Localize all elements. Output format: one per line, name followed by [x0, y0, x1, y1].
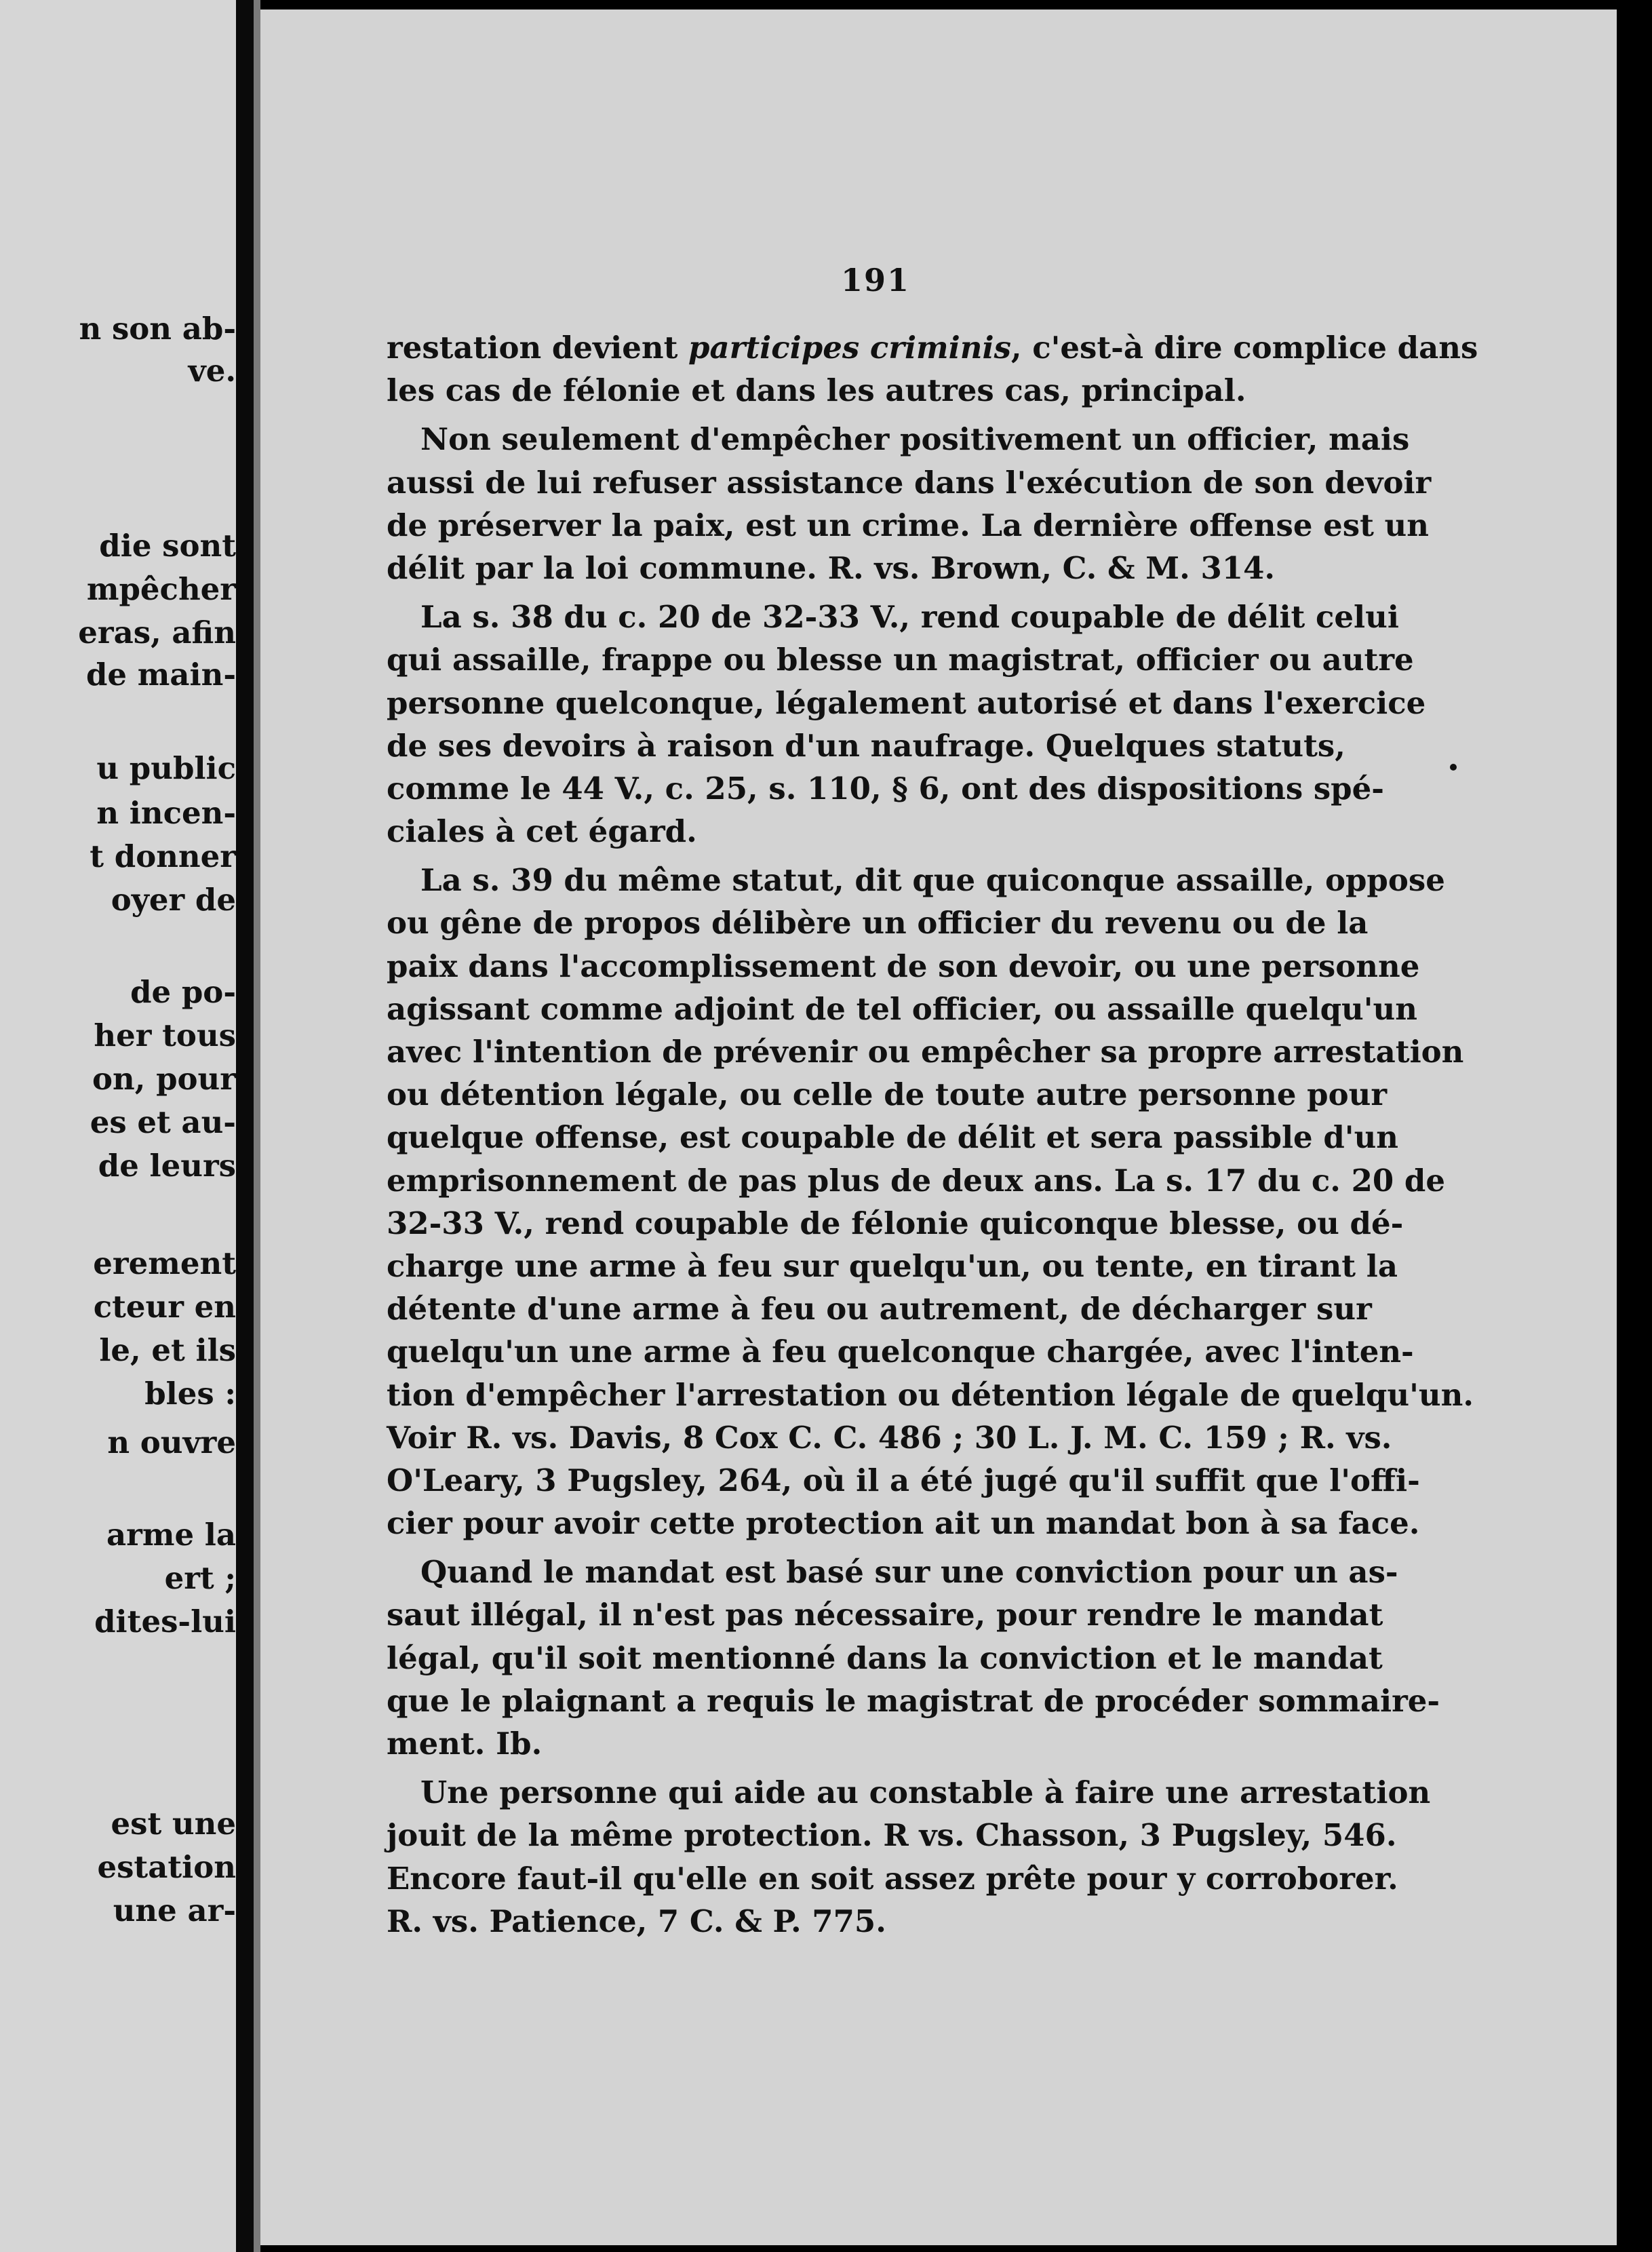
left-line: n son ab- — [79, 311, 236, 347]
text-line: restation devient participes criminis, c'est-à dire complice dans — [387, 330, 1478, 366]
text-line: Quand le mandat est basé sur une conviction pour un as- — [420, 1554, 1398, 1591]
left-line: de main- — [85, 657, 236, 693]
text-line: agissant comme adjoint de tel officier, ou assaille quelqu'un — [387, 990, 1417, 1027]
left-line: ert ; — [164, 1560, 236, 1596]
left-line: une ar- — [113, 1892, 236, 1928]
scan-border — [1617, 0, 1652, 2252]
page-number: 191 — [841, 262, 911, 298]
paragraph — [387, 596, 1426, 853]
text-line: charge une arme à feu sur quelqu'un, ou tente, en tirant la — [387, 1247, 1398, 1284]
paragraph — [387, 859, 1474, 1545]
left-line: t donner — [90, 838, 236, 874]
left-line: es et au- — [90, 1104, 236, 1140]
text-line: jouit de la même protection. R vs. Chasson, 3 Pugsley, 546. — [387, 1817, 1397, 1854]
text-line: Non seulement d'empêcher positivement un officier, mais — [420, 421, 1410, 458]
ink-speck — [1450, 764, 1457, 771]
paragraph — [387, 1771, 1431, 1943]
text-line: tion d'empêcher l'arrestation ou détention légale de quelqu'un. — [387, 1376, 1474, 1413]
left-line: eras, afin — [78, 615, 236, 651]
text-line: 32-33 V., rend coupable de félonie quiconque blesse, ou dé- — [387, 1205, 1404, 1241]
latin-phrase: participes criminis — [688, 330, 1011, 366]
left-line: estation — [97, 1849, 236, 1885]
paragraph — [387, 326, 1478, 412]
text-line: que le plaignant a requis le magistrat de procéder sommaire- — [387, 1682, 1440, 1719]
left-line: mpêcher — [86, 571, 236, 607]
text-line: cier pour avoir cette protection ait un mandat bon à sa face. — [387, 1505, 1420, 1542]
left-line: est une — [111, 1806, 236, 1842]
text-line: légal, qu'il soit mentionné dans la conviction et le mandat — [387, 1639, 1383, 1676]
left-line: her tous — [94, 1017, 236, 1053]
text-line: paix dans l'accomplissement de son devoir, ou une personne — [387, 948, 1420, 984]
paragraph — [387, 418, 1432, 589]
left-line: dites-lui — [94, 1604, 236, 1639]
left-line: oyer de — [111, 882, 236, 918]
left-line: cteur en — [93, 1289, 236, 1325]
text-line: de ses devoirs à raison d'un naufrage. Quelques statuts, — [387, 727, 1345, 764]
text-line: La s. 39 du même statut, dit que quiconque assaille, oppose — [420, 862, 1445, 899]
text-line: O'Leary, 3 Pugsley, 264, où il a été jugé qu'il suffit que l'offi- — [387, 1462, 1420, 1498]
text-line: quelqu'un une arme à feu quelconque chargée, avec l'inten- — [387, 1334, 1414, 1370]
text-line: qui assaille, frappe ou blesse un magistrat, officier ou autre — [387, 642, 1414, 678]
text-line: ment. Ib. — [387, 1726, 543, 1762]
text-line: ou gêne de propos délibère un officier du revenu ou de la — [387, 905, 1369, 941]
text-line: quelque offense, est coupable de délit et sera passible d'un — [387, 1119, 1399, 1156]
left-line: de po- — [130, 974, 236, 1010]
main-page — [260, 9, 1617, 2245]
text-line: les cas de félonie et dans les autres cas, principal. — [387, 372, 1246, 409]
text-line: Une personne qui aide au constable à faire une arrestation — [420, 1774, 1431, 1811]
text-line: saut illégal, il n'est pas nécessaire, pour rendre le mandat — [387, 1597, 1383, 1633]
left-facing-page — [0, 0, 236, 2252]
left-line: de leurs — [98, 1148, 236, 1184]
text-line: détente d'une arme à feu ou autrement, de décharger sur — [387, 1291, 1372, 1327]
text-line: comme le 44 V., c. 25, s. 110, § 6, ont des dispositions spé- — [387, 770, 1384, 807]
text-line: La s. 38 du c. 20 de 32-33 V., rend coupable de délit celui — [420, 599, 1399, 636]
left-line: le, et ils — [99, 1332, 236, 1368]
left-line: n ouvre — [107, 1424, 236, 1460]
left-line: u public — [96, 750, 236, 786]
text-line: ou détention légale, ou celle de toute autre personne pour — [387, 1076, 1388, 1113]
left-line: bles : — [144, 1376, 236, 1412]
page-edge — [254, 0, 260, 2252]
book-gutter — [236, 0, 254, 2252]
text-line: Voir R. vs. Davis, 8 Cox C. C. 486 ; 30 L. J. M. C. 159 ; R. vs. — [387, 1419, 1392, 1456]
text-line: ciales à cet égard. — [387, 813, 697, 850]
text-line: emprisonnement de pas plus de deux ans. La s. 17 du c. 20 de — [387, 1162, 1446, 1199]
text-line: Encore faut-il qu'elle en soit assez prête pour y corroborer. — [387, 1860, 1398, 1897]
text-line: R. vs. Patience, 7 C. & P. 775. — [387, 1903, 886, 1939]
left-line: on, pour — [92, 1061, 236, 1097]
text-line: personne quelconque, légalement autorisé et dans l'exercice — [387, 684, 1426, 721]
left-line: ve. — [188, 353, 236, 389]
left-line: die sont — [99, 528, 236, 564]
left-line: erement — [93, 1245, 236, 1281]
text-line: délit par la loi commune. R. vs. Brown, C. & M. 314. — [387, 549, 1276, 586]
body-text — [387, 326, 1478, 1943]
left-page-text-fragments — [0, 0, 236, 2252]
text-line: avec l'intention de prévenir ou empêcher sa propre arrestation — [387, 1034, 1464, 1070]
paragraph — [387, 1551, 1440, 1765]
text-line: de préserver la paix, est un crime. La dernière offense est un — [387, 507, 1429, 543]
left-line: arme la — [106, 1517, 236, 1553]
text-line: aussi de lui refuser assistance dans l'exécution de son devoir — [387, 464, 1432, 501]
left-line: n incen- — [96, 795, 236, 831]
